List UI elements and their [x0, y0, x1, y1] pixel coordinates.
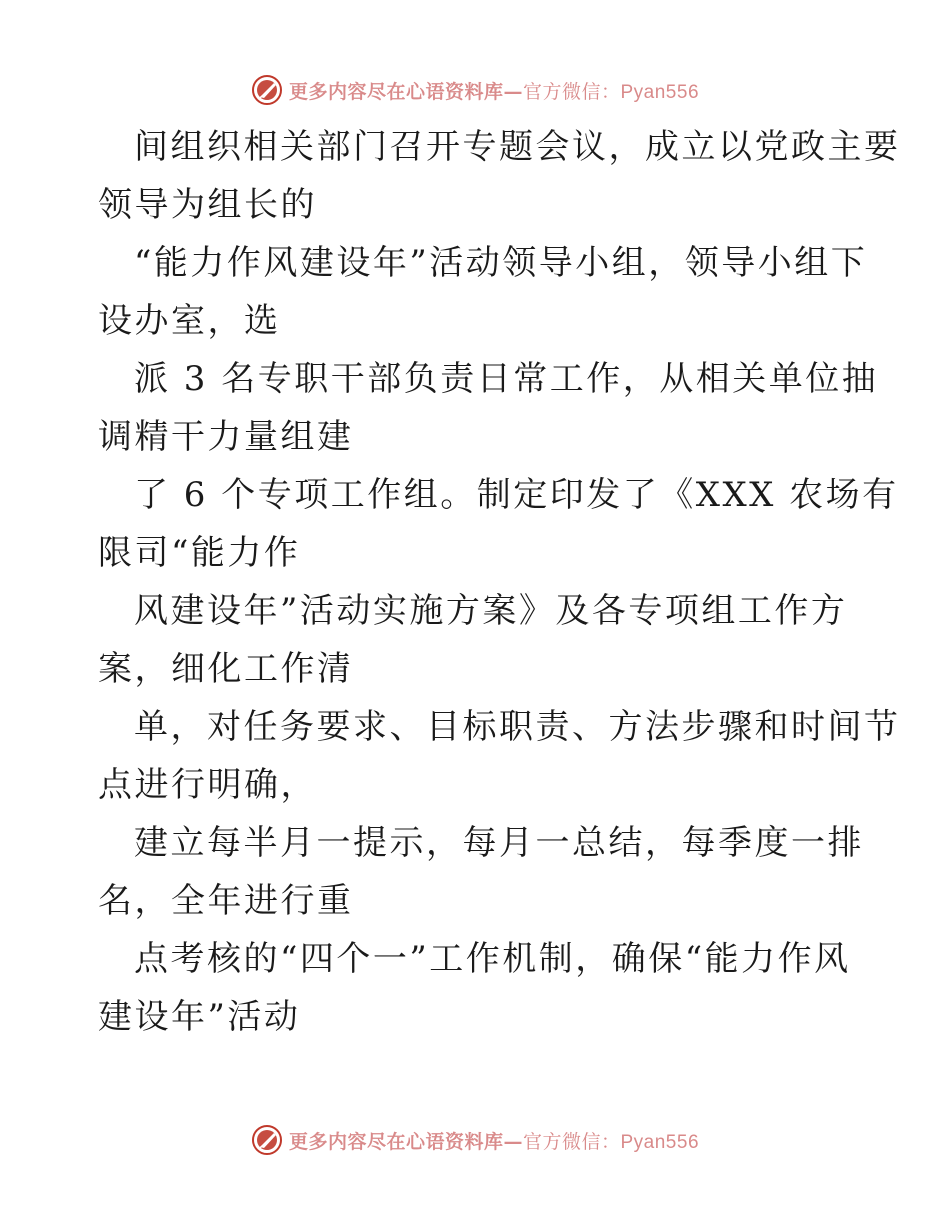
text-line: 点考核的“四个一”工作机制，确保“能力作风: [134, 939, 851, 979]
footer-watermark: [0, 1120, 950, 1160]
text-line: 限司“能力作: [98, 533, 301, 573]
text-line: 风建设年”活动实施方案》及各专项组工作方: [134, 591, 848, 631]
watermark-text: [289, 77, 699, 104]
feather-pen-logo-icon: [251, 74, 283, 106]
text-line: “能力作风建设年”活动领导小组，领导小组下: [134, 243, 868, 283]
text-line: 领导为组长的: [98, 185, 317, 225]
text-line: 调精干力量组建: [98, 417, 354, 457]
text-line: 间组织相关部门召开专题会议，成立以党政主要: [134, 127, 901, 167]
text-line: 案，细化工作清: [98, 649, 354, 689]
watermark-wechat-text: 官方微信：Pyan556: [523, 81, 700, 103]
watermark-main-text: 更多内容尽在心语资料库—: [288, 80, 523, 103]
feather-pen-logo-icon: [251, 1124, 283, 1156]
text-line: 了 6 个专项工作组。制定印发了《XXX 农场有: [134, 475, 899, 515]
watermark-main-text: 更多内容尽在心语资料库—: [288, 1130, 523, 1153]
text-line: 设办室，选: [98, 301, 281, 341]
text-line: 名，全年进行重: [98, 881, 354, 921]
text-line: 单，对任务要求、目标职责、方法步骤和时间节: [134, 707, 901, 747]
text-line: 派 3 名专职干部负责日常工作，从相关单位抽: [134, 359, 879, 399]
text-line: 建设年”活动: [98, 997, 301, 1037]
watermark-wechat-text: 官方微信：Pyan556: [523, 1131, 700, 1153]
text-line: 建立每半月一提示，每月一总结，每季度一排: [134, 823, 864, 863]
text-line: 点进行明确，: [98, 765, 317, 805]
document-body: [98, 121, 901, 1049]
header-watermark: [0, 70, 950, 110]
watermark-text: [289, 1127, 699, 1154]
